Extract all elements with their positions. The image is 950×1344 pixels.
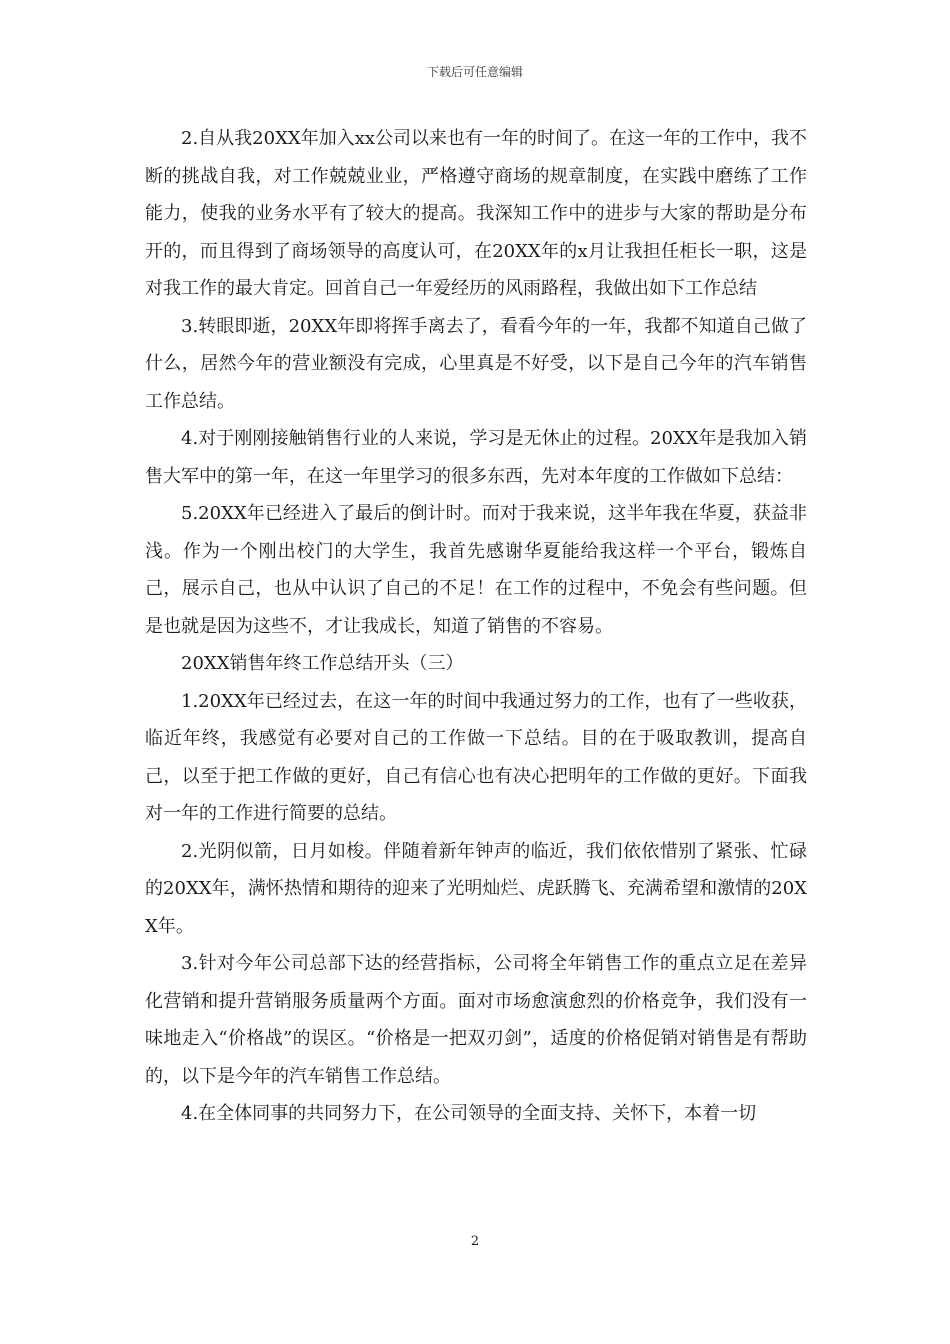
paragraph-1: 2.自从我20XX年加入xx公司以来也有一年的时间了。在这一年的工作中，我不断的挑战自我，对工作兢兢业业，严格遵守商场的规章制度，在实践中磨练了工作能力，使我的业务水平有了较大的提高。我深知工作中的进步与大家的帮助是分布开的，而且得到了商场领导的高度认可，在20XX年的x月让我担任柜长一职，这是对我工作的最大肯定。回首自己一年爱经历的风雨路程，我做出如下工作总结: [145, 128, 808, 299]
paragraph-6: 2.光阴似箭，日月如梭。伴随着新年钟声的临近，我们依依惜别了紧张、忙碌的20XX年，满怀热情和期待的迎来了光明灿烂、虎跃腾飞、充满希望和激情的20XX年。: [145, 840, 807, 937]
paragraph-7: 3.针对今年公司总部下达的经营指标，公司将全年销售工作的重点立足在差异化营销和提升营销服务质量两个方面。面对市场愈演愈烈的价格竞争，我们没有一味地走入“价格战”的误区。“价格是一把双刃剑”，适度的价格促销对销售是有帮助的，以下是今年的汽车销售工作总结。: [145, 953, 807, 1087]
paragraph-3: 4.对于刚刚接触销售行业的人来说，学习是无休止的过程。20XX年是我加入销售大军中的第一年，在这一年里学习的很多东西，先对本年度的工作做如下总结：: [145, 428, 807, 487]
paragraph-5: 1.20XX年已经过去，在这一年的时间中我通过努力的工作，也有了一些收获，临近年终，我感觉有必要对自己的工作做一下总结。目的在于吸取教训，提高自己，以至于把工作做的更好，自己有信心也有决心把明年的工作做的更好。下面我对一年的工作进行简要的总结。: [145, 690, 807, 824]
page-header: 下载后可任意编辑: [426, 65, 523, 79]
page-number: 2: [470, 1234, 480, 1249]
document-body: [145, 120, 807, 1133]
paragraph-2: 3.转眼即逝，20XX年即将挥手离去了，看看今年的一年，我都不知道自己做了什么，居然今年的营业额没有完成，心里真是不好受，以下是自己今年的汽车销售工作总结。: [145, 315, 807, 412]
paragraph-8: 4.在全体同事的共同努力下，在公司领导的全面支持、关怀下，本着一切: [181, 1103, 757, 1124]
paragraph-4: 5.20XX年已经进入了最后的倒计时。而对于我来说，这半年我在华夏，获益非浅。作为一个刚出校门的大学生，我首先感谢华夏能给我这样一个平台，锻炼自己，展示自己，也从中认识了自己的不足！在工作的过程中，不免会有些问题。但是也就是因为这些不，才让我成长，知道了销售的不容易。: [145, 503, 807, 637]
section-heading: 20XX销售年终工作总结开头（三）: [181, 653, 464, 674]
